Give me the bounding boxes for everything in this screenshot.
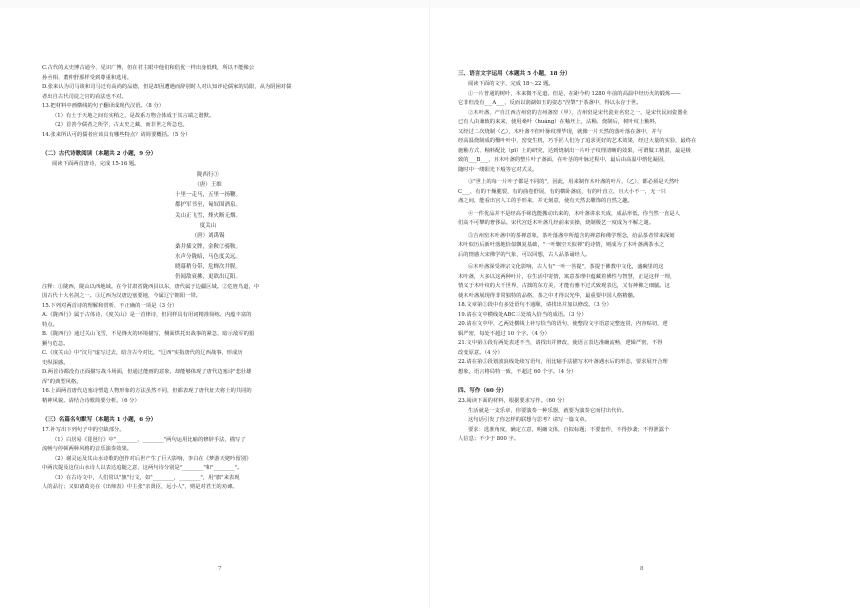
passage-line: ⑥木叶盏深受禅宗文化影响，古人有"一叶一菩提"，茶提于佛教中文化，盛碗里的这	[468, 264, 664, 270]
poem-notes: 注释：①陇西，陇山以西地域。在今甘肃省陇西县以东，唐代属于边疆区域。②危旌鸟道，中	[42, 283, 260, 290]
question-22: 22.请在第⑤段划波浪线处续写语句，用比喻手法描写木叶盏遇水后的形态，要求展开合理	[458, 359, 668, 365]
poem-line: 十里一走马，五里一扬鞭。	[174, 192, 241, 199]
poem-line: 都护军书至，匈奴围酒泉。	[174, 202, 241, 209]
passage-line: 后的情感大宋佛学的气象，可以回想，古人品茶诵经人。	[458, 251, 591, 258]
section-intro: 阅读下面的文字，完成 18～22 题。	[468, 81, 554, 87]
passage-line: 它非但没有___A___，反而以润湖如玉的姿态"涅槃"于茶盏中，得以永存于世。	[458, 100, 642, 106]
question-15: 15.下列对两首诗的理解和赏析，不正确的一项是（3 分）	[42, 302, 178, 309]
poem-1-author: （唐）王维	[194, 181, 222, 188]
page-number: 8	[640, 566, 644, 572]
question-16-cont: 精神风貌。请结合诗歌简要分析。（6 分）	[42, 397, 140, 404]
page-number: 7	[218, 566, 222, 572]
question-16: 16.上面两首唐代边塞诗塑造人物形象的方法虽然不同，但都表现了唐代征夫将士的共同的	[42, 388, 252, 395]
option-b: B.《陇西行》通过关山飞雪，不见烽火的环境描写，侧面烘托出战事的紧急，暗示敌军的猖	[42, 331, 255, 338]
passage-line: ②木叶盏，产自江西吉州窑的吉州盏窑（甲），吉州窑是宋代瓷业名窑之一，是宋代民间瓷器业	[468, 109, 688, 116]
passage-line: 情义于木叶纹的大千世界，古拙的东方美，才能有雅不过式致观表达，又有神佛之细腻。这	[458, 283, 670, 289]
question-20-cont: 辑严密，每处不超过 10 个字。（4 分）	[458, 330, 550, 337]
passage-line: 致的___B___，且木叶盏的整片叶子盏面，在叶茎的叶脉过程中，最后由高温中熔化凝固，	[458, 157, 669, 163]
option-a: A.《陇西行》属于古体诗，《度关山》是一首律诗，但同样具有用词精准简练、内蕴丰富的	[42, 312, 252, 319]
section-heading-recitation: （三）名篇名句默写（本题共 1 小题，6 分）	[42, 417, 157, 424]
question-17-3-cont: 人的品行；又如诸葛亮在《出师表》中主张"亲贤臣，远小人"，则是对君王的劝谏。	[42, 484, 238, 491]
writing-requirements: 人信息；不少于 800 字。	[458, 436, 520, 442]
section-heading-language: 三、语言文字运用（本题共 5 小题，18 分）	[458, 71, 571, 77]
passage-line: ④一件优品并不是经高手筛选能搬动出来的，木叶盏讲求天成，成品率低，你当然一直是人	[468, 210, 680, 217]
poem-notes: 国古代十大名剑之一。③辽西为汉唐边塞要地，今属辽宁朝阳一带。	[42, 293, 201, 300]
section-heading-writing: 四、写作（60 分）	[458, 388, 507, 394]
writing-prompt: 这句话引发了你怎样的联想与思考？请写一篇文章。	[468, 417, 590, 423]
question-17-1-cont: 流畅与停顿两种风格的音乐演奏效果。	[42, 446, 133, 453]
question-17-3: （3）在古诗文中，人们常以"旗"行文，如"________，________"，用"旗"来表现	[52, 474, 240, 481]
passage-line: 木叶似历后新叶落地恰似飘复基础，"一叶飘空天似禅"的诗情，则成为了木叶盏满茶水之	[458, 242, 665, 248]
question-22-cont: 想象，语言格局特一致，不超过 60 个字。（4 分）	[458, 368, 577, 375]
question-13-1: （1）有士于天地之间有实稍之，是故系万物合体成于其言端之谐默。	[52, 112, 215, 119]
poem-line: 晓幕稍分带，危蝉次井腥。	[174, 264, 241, 271]
passage-line: 木叶盏，大多以这两种叶片，在生活中寄情，寓意茶理中蕴藏着佛性与智慧，正是这样一理，	[458, 273, 676, 280]
poem-line: 水声分陇暗，马色度关远。	[174, 253, 241, 260]
section-intro: 阅读下面两首唐诗，完成 15-16 题。	[52, 161, 140, 167]
option-c-cont: 史纵深感。	[42, 359, 69, 366]
question-20: 20.请在文中甲、乙两处横线上补写恰当的语句，使整段文字语意完整连贯，内容贴切，逻	[458, 321, 668, 327]
passage-line: 施釉方式、釉料配比（pī）上的研究，达到烧制出一片叶子纹理清晰的效果，可谓做工精湛，最是极	[458, 147, 691, 154]
option-d: D.两首诗都没有正面描写战斗场面，但通过能画的意象，却能够体现了唐代边塞诗"悲壮雄	[42, 369, 252, 376]
question-23: 23.阅读下面的材料，根据要求写作。（60 分）	[458, 398, 568, 404]
writing-prompt: 生活就是一支乐章，你要演奏一种乐器，就要为演奏它而付出代价。	[468, 407, 627, 414]
poem-line: 关山正飞雪，烽火断无烟。	[174, 212, 241, 219]
option-d-cont: 浑"的典型风格。	[42, 378, 82, 385]
passage-line: 又经过二次烧制（乙），木叶盏不但叶脉纹理毕现，就像一片天然的落叶落在盏中，并与	[458, 128, 662, 135]
poem-1-title: 陇西行①	[196, 171, 219, 178]
poem-line: 桑井插文牌，金鞍②骑鞍。	[174, 243, 241, 250]
question-17-1: （1）白居易《琵琶行》中"________，________"两句运用比喻的修辞手法，描写了	[52, 436, 246, 443]
question-17-2-cont: 中两次提及这位山水诗人以表达追随之意，这两句诗分别是"________"和"________"。	[42, 465, 243, 472]
passage-line: ①一片普通的树叶，本来微不足道。但是，在距今约 1280 年前的高温中经历火的锻炼——	[468, 90, 681, 97]
passage-line: 经高温烧制成的鑿叶叶中，窑变生机，巧手匠人们为了追求更好的艺术效果，经过大量的实验，最终在	[458, 138, 697, 144]
passage-line: ⑤吉州窑木叶盏中的茶禅意象，茶叶落盏中所蕴含的禅意和佛学理念，给品茶者带来深刻	[468, 232, 675, 239]
section-heading-poetry: （二）古代诗歌阅读（本题共 2 小题，9 分）	[42, 151, 157, 157]
poem-2-title: 度关山	[199, 222, 217, 229]
text-line: 孙丞相、董仲舒那样受到尊重和选用。	[42, 74, 133, 81]
question-14: 14.张来所认可的儒者应该具有哪些特点？请简要概括。（5 分）	[42, 131, 191, 138]
question-21: 21.文中第③段有两处表述不当，请找出并修改，使语言表达准确流畅，逻辑严密，不得	[458, 340, 663, 346]
text-line: C.古代的太史博古通今，见识广博，但在君主眼中他们和倡优一样出身低贱，所以不能像公	[42, 65, 255, 71]
question-18: 18.文章第①段中有多处语句不通顺，请找出并加以修改。（3 分）	[458, 302, 612, 308]
question-21-cont: 改变原意。（4 分）	[458, 349, 503, 356]
passage-line: C___，有的干燥脆裂，有的曲卷舒展，有的横卧盏底，有的叶直立，且大小不一，无一只	[458, 188, 666, 195]
poem-line: 仍闻敌衰拂，更欲出辽阳。	[174, 274, 241, 281]
option-c: C.《度关山》中"汉月"虚写过去，暗含古今对比，"辽西"实指唐代的辽西战事，形成历	[42, 350, 243, 357]
passage-line: 已有人由兼致的来来，使用桑叶（huáng）在釉坯上，沾釉、烧制后，树叶纹上釉料，	[458, 119, 661, 125]
passage-line: 使木叶盏展现得非常独特的品格，茶之中才得以光华，最重要中国人格精髓。	[458, 292, 639, 299]
question-17: 17.补写出下列句子中的空缺部分。	[42, 427, 125, 434]
text-line: D.张来认为司马谈和司马迁有高尚的品德，但是却因遭遇而辞别时人对认知评论儒家的局限，从为阴困对儒	[42, 84, 292, 90]
question-13-2: （2）首善今儒者之所学，古太史之藏，而非世之所急也。	[52, 122, 188, 128]
question-17-2: （2）谢灵运及其山水诗歌的创作对后世产生了巨大影响，李白在《梦游天姥吟留别》	[52, 455, 252, 462]
passage-line: ③"世上的每一片叶子都是不同的"，因此，用来制作木叶盏的叶片，（乙），都必须是天然叶	[468, 179, 680, 185]
option-b-cont: 獗与危急。	[42, 340, 69, 347]
passage-line: 随时中一缕阳光下般等它对式灵。	[458, 166, 538, 173]
option-a-cont: 特点。	[42, 321, 58, 328]
poem-2-author: （唐）刘禹锡	[191, 233, 225, 240]
text-line: 者出自古代司徒之官的看法也不对。	[42, 93, 127, 100]
question-13: 13.把材料中画横线的句子翻译成现代汉语。（8 分）	[42, 103, 165, 109]
writing-requirements: 要求：选准角度，确定立意，明确文体，自拟标题；不要套作，不得抄袭；不得泄露个	[468, 426, 670, 433]
passage-line: 盏之间，能看出宫人工的手形来，并无刻意，使有天然去雕饰的自然之趣。	[458, 198, 633, 204]
passage-line: 们高不可攀的奢侈品。宋代宫廷木叶盏几经前来实操，烧制极艺一度成为不解之谜。	[458, 220, 654, 226]
page-8	[430, 0, 860, 608]
question-19: 19.请在文中横线处ABC三处填入恰当的成语。（3 分）	[458, 311, 587, 318]
